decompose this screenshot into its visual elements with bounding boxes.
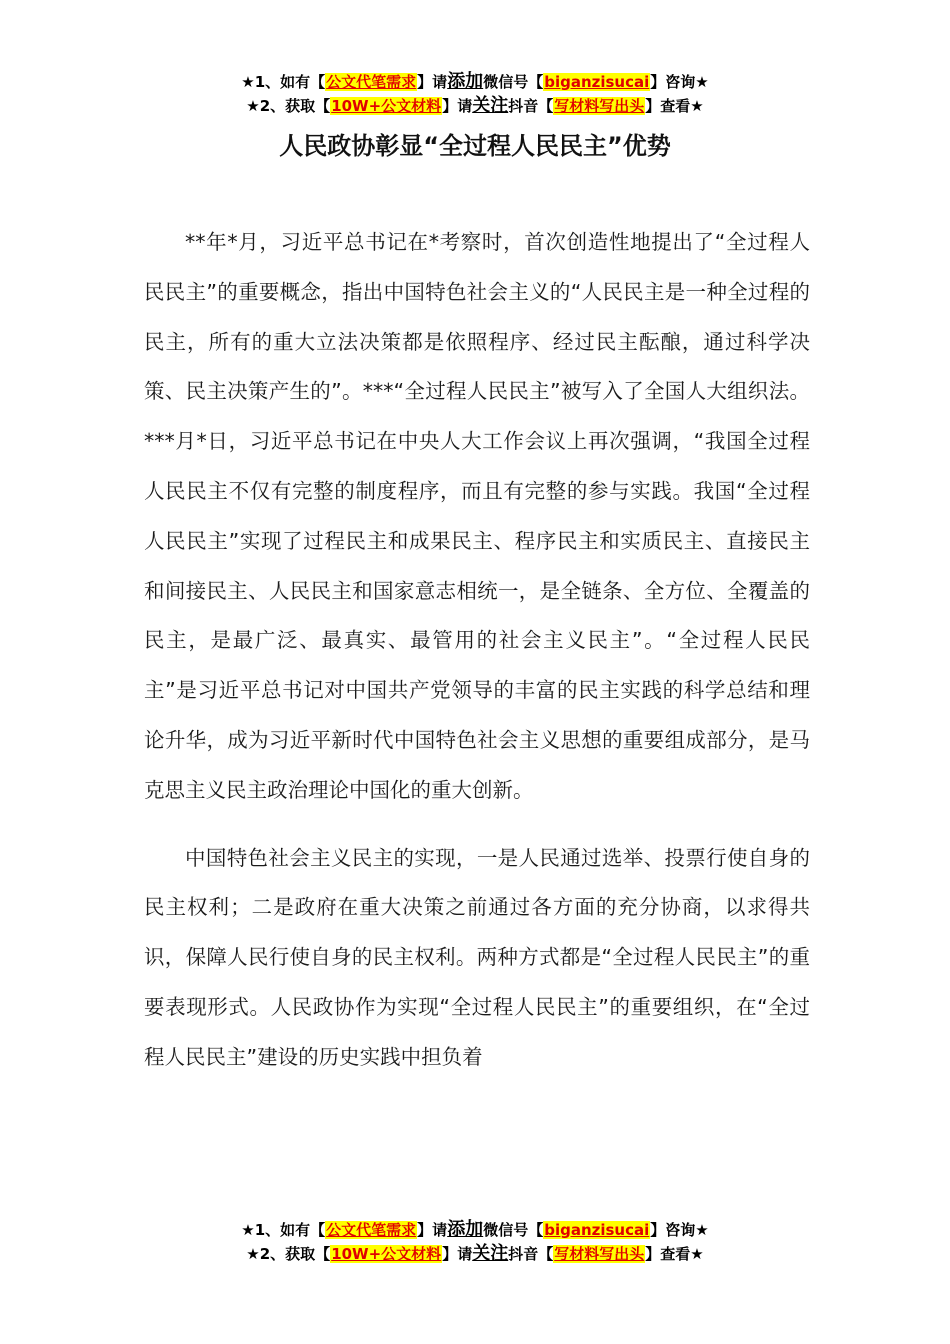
banner-text: ★1、如有【 (241, 73, 326, 91)
footer-banner-line-2 (0, 1242, 950, 1266)
banner-text: 微信号【 (483, 1221, 544, 1239)
banner-text: 】咨询★ (650, 73, 709, 91)
banner-emphasis: 添加 (447, 71, 484, 92)
highlight-materials: 10W+公文材料 (331, 97, 442, 115)
document-body (144, 218, 810, 1083)
header-banner (0, 70, 950, 118)
body-paragraph-2: 中国特色社会主义民主的实现，一是人民通过选举、投票行使自身的民主权利；二是政府在重大决策之前通过各方面的充分协商，以求得共识，保障人民行使自身的民主权利。两种方式都是“全过程人民民主”的重要表现形式。人民政协作为实现“全过程人民民主”的重要组织，在“全过程人民民主”建设的历史实践中担负着 (144, 845, 810, 1069)
banner-text: 抖音【 (508, 1245, 554, 1263)
banner-text: ★1、如有【 (241, 1221, 326, 1239)
header-banner-line-1 (0, 70, 950, 94)
banner-text: ★2、获取【 (246, 1245, 331, 1263)
highlight-service: 公文代笔需求 (326, 1221, 417, 1239)
banner-text: 微信号【 (483, 73, 544, 91)
highlight-service: 公文代笔需求 (326, 73, 417, 91)
banner-text: 】查看★ (645, 97, 704, 115)
highlight-wechat-id: biganzisucai (544, 1221, 650, 1239)
highlight-douyin-account: 写材料写出头 (554, 1245, 645, 1263)
footer-banner-line-1 (0, 1218, 950, 1242)
highlight-materials: 10W+公文材料 (331, 1245, 442, 1263)
footer-banner (0, 1218, 950, 1266)
highlight-wechat-id: biganzisucai (544, 73, 650, 91)
banner-text: 】咨询★ (650, 1221, 709, 1239)
document-title: 人民政协彰显“全过程人民民主”优势 (279, 132, 671, 160)
banner-text: 】请 (417, 1221, 448, 1239)
highlight-douyin-account: 写材料写出头 (554, 97, 645, 115)
banner-emphasis: 关注 (472, 1243, 509, 1264)
banner-text: 】请 (417, 73, 448, 91)
banner-text: ★2、获取【 (246, 97, 331, 115)
banner-text: 抖音【 (508, 97, 554, 115)
banner-text: 】请 (442, 97, 473, 115)
header-banner-line-2 (0, 94, 950, 118)
banner-text: 】查看★ (645, 1245, 704, 1263)
banner-emphasis: 添加 (447, 1219, 484, 1240)
banner-text: 】请 (442, 1245, 473, 1263)
banner-emphasis: 关注 (472, 95, 509, 116)
body-paragraph-1: **年*月，习近平总书记在*考察时，首次创造性地提出了“全过程人民民主”的重要概念，指出中国特色社会主义的“人民民主是一种全过程的民主，所有的重大立法决策都是依照程序、经过民主酝酿，通过科学决策、民主决策产生的”。***“全过程人民民主”被写入了全国人大组织法。***月*日，习近平总书记在中央人大工作会议上再次强调，“我国全过程人民民主不仅有完整的制度程序，而且有完整的参与实践。我国“全过程人民民主”实现了过程民主和成果民主、程序民主和实质民主、直接民主和间接民主、人民民主和国家意志相统一，是全链条、全方位、全覆盖的民主，是最广泛、最真实、最管用的社会主义民主”。“全过程人民民主”是习近平总书记对中国共产党领导的丰富的民主实践的科学总结和理论升华，成为习近平新时代中国特色社会主义思想的重要组成部分，是马克思主义民主政治理论中国化的重大创新。 (144, 230, 810, 802)
